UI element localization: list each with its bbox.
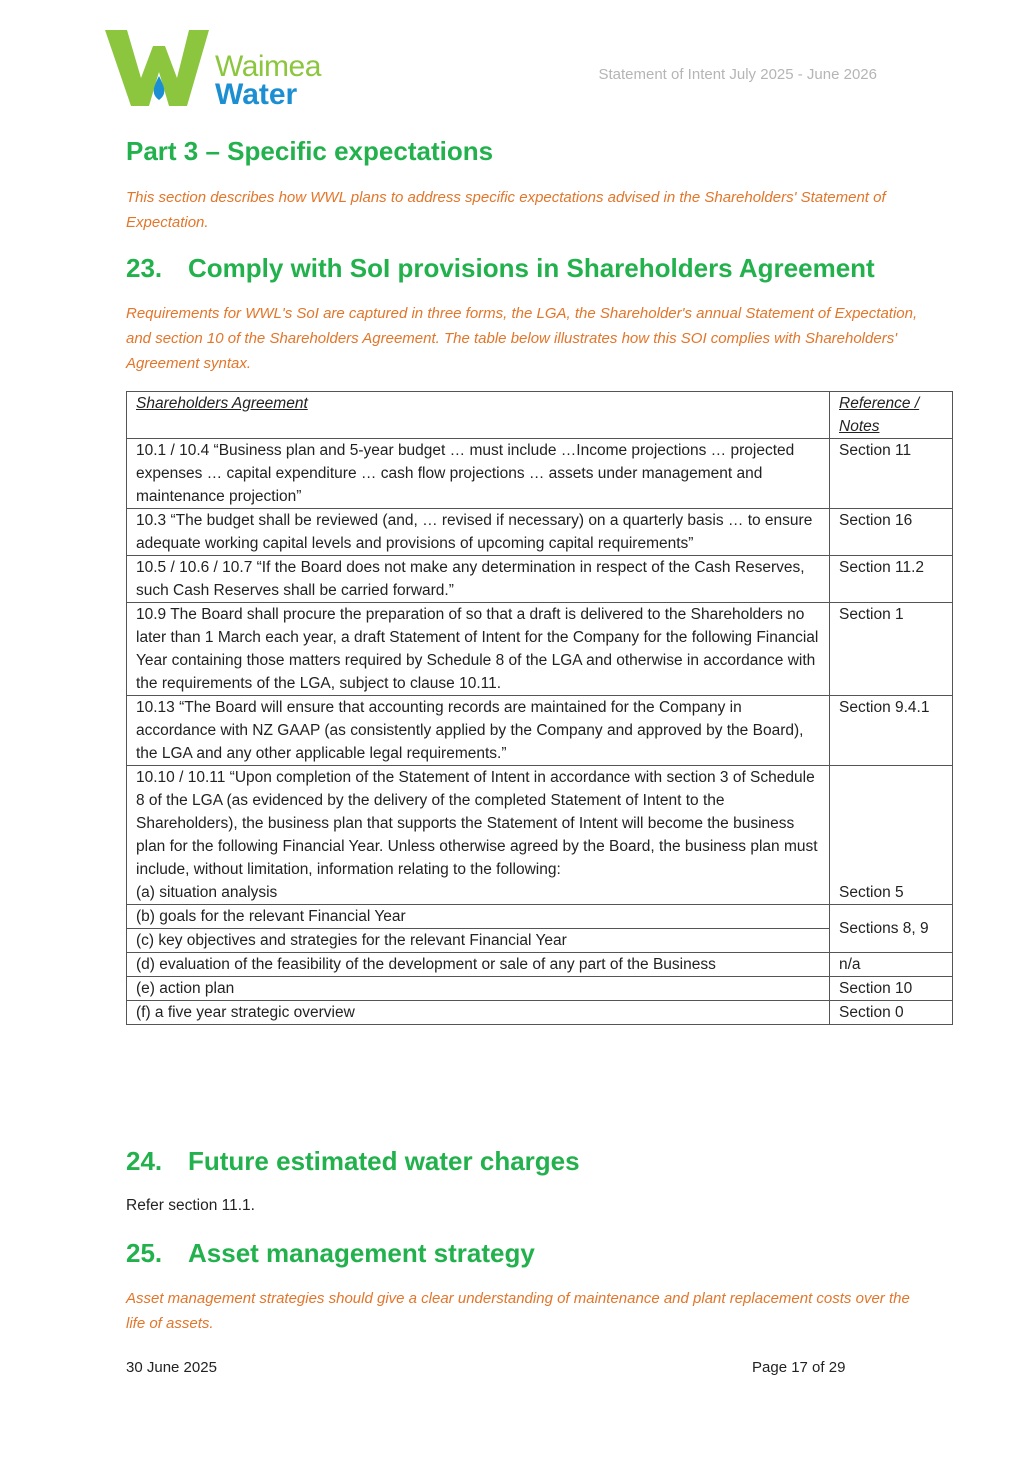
table-row: [127, 953, 953, 977]
soi-compliance-table: [126, 391, 953, 1025]
section-23-heading: [126, 253, 875, 284]
logo-text-water: Water: [215, 78, 298, 111]
footer-date: 30 June 2025: [126, 1359, 217, 1376]
part-intro: This section describes how WWL plans to address specific expectations advised in the Shareholders' Statement of Expectation.: [126, 189, 886, 231]
table-cell-agreement: 10.3 “The budget shall be reviewed (and, … revised if necessary) on a quarterly basis … to ensure adequate working capital levels and provisions of upcoming capital requirements”: [127, 509, 830, 556]
section-25-title: Asset management strategy: [188, 1238, 535, 1268]
table-row: [127, 603, 953, 696]
table-cell-agreement: 10.13 “The Board will ensure that accounting records are maintained for the Company in accordance with NZ GAAP (as consistently applied by the Company and approved by the Board), the LGA and any other applicable legal requirements.”: [127, 696, 830, 766]
section-23-number: 23.: [126, 253, 163, 283]
table-cell-reference: Section 11.2: [830, 556, 953, 603]
table-header-agreement: Shareholders Agreement: [127, 392, 830, 439]
table-cell-reference: n/a: [830, 953, 953, 977]
section-24-heading: [126, 1146, 580, 1177]
section-24-number: 24.: [126, 1146, 163, 1176]
footer-page-number: Page 17 of 29: [752, 1359, 846, 1376]
table-cell-agreement: 10.9 The Board shall procure the preparation of so that a draft is delivered to the Shareholders no later than 1 March each year, a draft Statement of Intent for the Company for the following Financial Year containing those matters required by Schedule 8 of the LGA and otherwise in accordance with the requirements of the LGA, subject to clause 10.11.: [127, 603, 830, 696]
table-cell-reference: Section 0: [830, 1001, 953, 1025]
table-cell-agreement: 10.1 / 10.4 “Business plan and 5-year budget … must include …Income projections … projected expenses … capital expenditure … cash flow projections … assets under management and maintenance projection”: [127, 439, 830, 509]
section-25-number: 25.: [126, 1238, 163, 1268]
part-title: Part 3 – Specific expectations: [126, 136, 494, 166]
table-cell-agreement: (f) a five year strategic overview: [127, 1001, 830, 1025]
table-cell-agreement: (e) action plan: [127, 977, 830, 1001]
table-cell-agreement: (c) key objectives and strategies for the relevant Financial Year: [127, 929, 830, 953]
document-title: Statement of Intent July 2025 - June 2026: [598, 66, 877, 83]
section-25-intro: Asset management strategies should give a clear understanding of maintenance and plant replacement costs over the life of assets.: [126, 1290, 910, 1332]
table-cell-reference: Section 16: [830, 509, 953, 556]
table-row: [127, 1001, 953, 1025]
section-24-title: Future estimated water charges: [188, 1146, 580, 1176]
table-row: [127, 696, 953, 766]
section-23-intro: Requirements for WWL's SoI are captured in three forms, the LGA, the Shareholder's annual Statement of Expectation, and section 10 of the Shareholders Agreement. The table below illustrates how this SOI complies with Shareholders' Agreement syntax.: [126, 305, 918, 372]
logo-w-mark-icon: [103, 26, 213, 110]
clause-item-a: (a) situation analysis: [136, 884, 278, 901]
table-cell-agreement: [127, 766, 830, 905]
table-cell-reference: Section 11: [830, 439, 953, 509]
table-row: [127, 439, 953, 509]
table-cell-agreement: 10.5 / 10.6 / 10.7 “If the Board does not make any determination in respect of the Cash Reserves, such Cash Reserves shall be carried forward.”: [127, 556, 830, 603]
section-24-body: Refer section 11.1.: [126, 1197, 255, 1214]
table-row: [127, 977, 953, 1001]
table-cell-reference: Section 9.4.1: [830, 696, 953, 766]
table-row: [127, 766, 953, 905]
section-23-title: Comply with SoI provisions in Shareholders Agreement: [188, 253, 875, 283]
clause-10-10-text: 10.10 / 10.11 “Upon completion of the Statement of Intent in accordance with section 3 of Schedule 8 of the LGA (as evidenced by the delivery of the completed Statement of Intent to the Shareholders), the business plan that supports the Statement of Intent will become the business plan for the following Financial Year. Unless otherwise agreed by the Board, the business plan must include, without limitation, information relating to the following:: [136, 769, 818, 878]
section-25-heading: [126, 1238, 535, 1269]
logo-text-waimea: Waimea: [215, 50, 321, 83]
waimea-water-logo: [103, 26, 343, 110]
table-row: [127, 556, 953, 603]
table-header-reference: Reference / Notes: [830, 392, 953, 439]
table-row: [127, 929, 953, 953]
table-cell-agreement: (b) goals for the relevant Financial Year: [127, 905, 830, 929]
table-row: [127, 905, 953, 929]
table-cell-reference: Section 5: [830, 766, 953, 905]
table-row: [127, 509, 953, 556]
table-cell-agreement: (d) evaluation of the feasibility of the development or sale of any part of the Business: [127, 953, 830, 977]
table-header-row: [127, 392, 953, 439]
table-cell-reference: Section 10: [830, 977, 953, 1001]
table-cell-reference: Section 1: [830, 603, 953, 696]
table-cell-reference: Sections 8, 9: [830, 905, 953, 953]
